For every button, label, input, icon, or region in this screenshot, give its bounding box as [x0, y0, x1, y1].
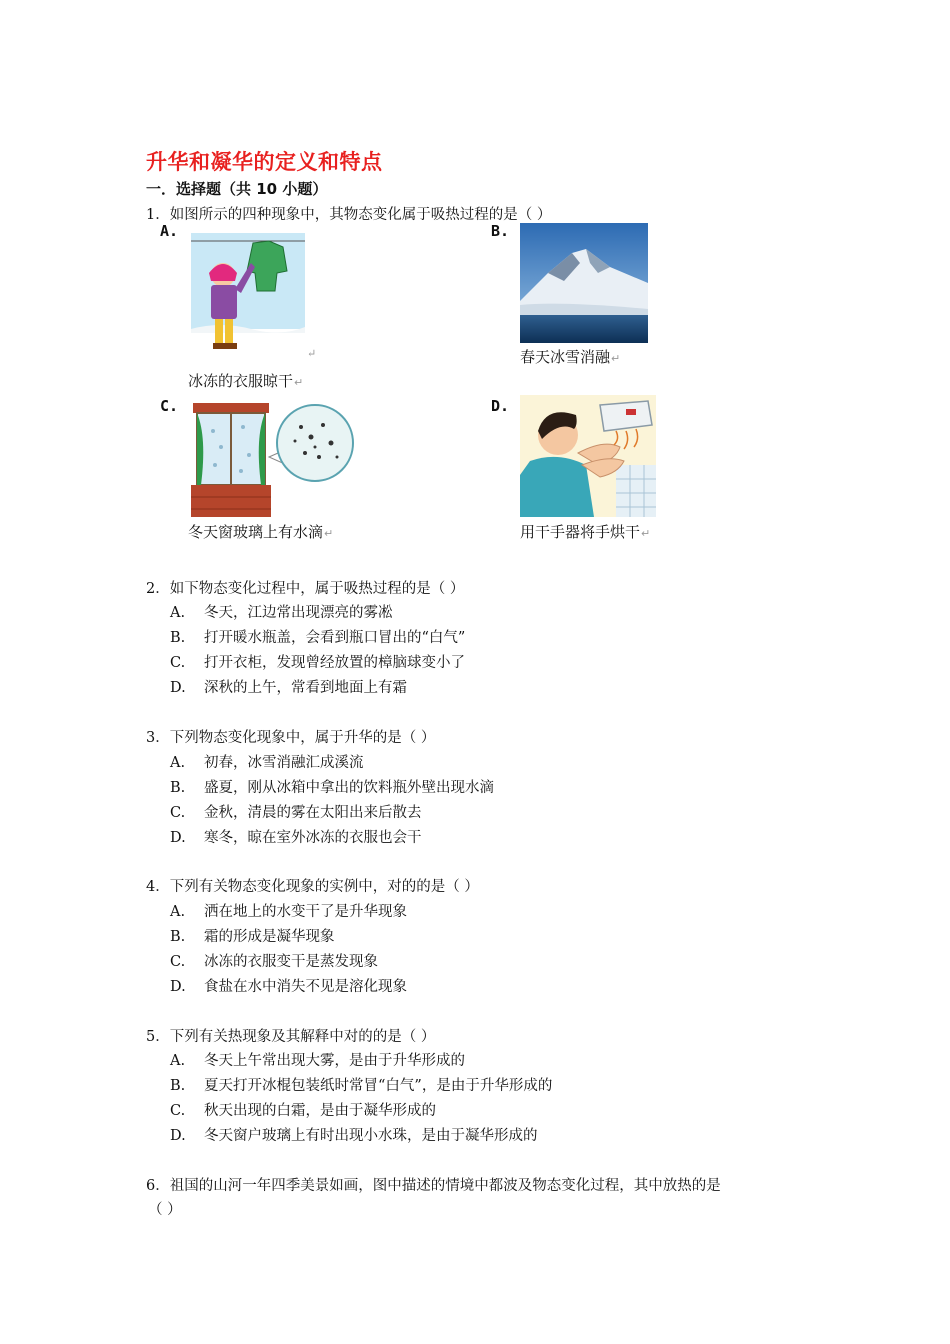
question-3-option-b: B. 盛夏，刚从冰箱中拿出的饮料瓶外壁出现水滴: [170, 780, 494, 796]
question-4-option-c: C. 冰冻的衣服变干是蒸发现象: [170, 954, 378, 970]
figure-d-caption: 用干手器将手烘干↵: [520, 523, 651, 541]
question-6-stem: 6．祖国的山河一年四季美景如画，图中描述的情境中都波及物态变化过程，其中放热的是: [146, 1178, 721, 1194]
question-5-stem: 5．下列有关热现象及其解释中对的的是（ ）: [146, 1029, 436, 1045]
question-2-option-d: D. 深秋的上午，常看到地面上有霜: [170, 680, 407, 696]
figure-b-image-snowy-mountain: [520, 223, 648, 343]
figure-c-letter: C.: [160, 397, 179, 415]
question-3-option-a: A. 初春，冰雪消融汇成溪流: [170, 755, 364, 771]
figure-d-image-hand-dryer: [520, 395, 656, 517]
question-5-option-a: A. 冬天上午常出现大雾，是由于升华形成的: [170, 1053, 465, 1069]
question-2-option-a: A. 冬天，江边常出现漂亮的雾凇: [170, 605, 393, 621]
question-6-stem-continued: （ ）: [148, 1202, 182, 1218]
question-4-option-a: A. 洒在地上的水变干了是升华现象: [170, 904, 407, 920]
figure-d-letter: D.: [491, 397, 510, 415]
figure-c-caption: 冬天窗玻璃上有水滴↵: [188, 523, 334, 541]
question-2-option-c: C. 打开衣柜，发现曾经放置的樟脑球变小了: [170, 655, 465, 671]
question-1-stem: 1．如图所示的四种现象中，其物态变化属于吸热过程的是（ ）: [146, 207, 552, 223]
figure-a-caption: 冰冻的衣服晾干↵: [188, 372, 304, 390]
question-4-option-d: D. 食盐在水中消失不见是溶化现象: [170, 979, 407, 995]
question-3-option-d: D. 寒冬，晾在室外冰冻的衣服也会干: [170, 830, 422, 846]
figure-b-caption: 春天冰雪消融↵: [520, 348, 621, 366]
question-2-stem: 2．如下物态变化过程中，属于吸热过程的是（ ）: [146, 581, 465, 597]
figure-a-letter: A.: [160, 222, 179, 240]
figure-a-image-child-hanging-clothes: [191, 233, 305, 357]
question-3-stem: 3．下列物态变化现象中，属于升华的是（ ）: [146, 730, 436, 746]
question-3-option-c: C. 金秋，清晨的雾在太阳出来后散去: [170, 805, 422, 821]
section-heading: 一．选择题（共 10 小题）: [146, 180, 328, 198]
return-mark: ↵: [307, 347, 317, 360]
question-2-option-b: B. 打开暖水瓶盖，会看到瓶口冒出的“白气”: [170, 630, 466, 646]
question-5-option-c: C. 秋天出现的白霜，是由于凝华形成的: [170, 1103, 436, 1119]
figure-c-image-window-droplets: [191, 397, 355, 517]
question-4-option-b: B. 霜的形成是凝华现象: [170, 929, 335, 945]
question-5-option-d: D. 冬天窗户玻璃上有时出现小水珠，是由于凝华形成的: [170, 1128, 538, 1144]
question-4-stem: 4．下列有关物态变化现象的实例中，对的的是（ ）: [146, 879, 479, 895]
figure-b-letter: B.: [491, 222, 510, 240]
page-title: 升华和凝华的定义和特点: [146, 150, 383, 174]
question-5-option-b: B. 夏天打开冰棍包装纸时常冒“白气”，是由于升华形成的: [170, 1078, 553, 1094]
